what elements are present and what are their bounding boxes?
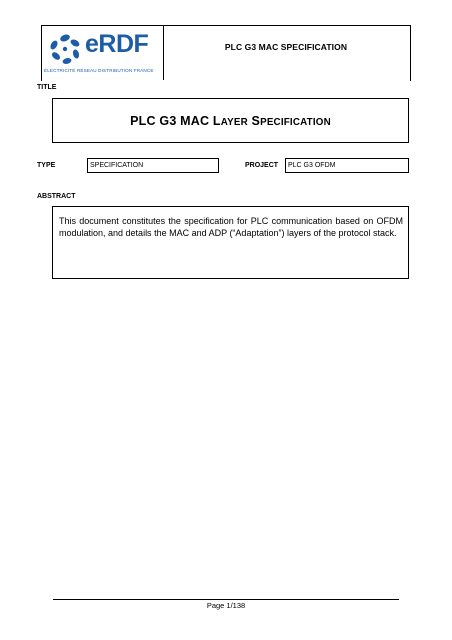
project-label: PROJECT (245, 162, 279, 169)
abstract-text: This document constitutes the specification for PLC communication based on OFDM modulation, and details the MAC and ADP (“Adaptation”) layers of the protocol stack. (52, 206, 409, 279)
document-title: PLC G3 MAC LAYER SPECIFICATION (130, 113, 331, 128)
erdf-swirl-icon (45, 30, 87, 68)
header-spec-title: PLC G3 MAC SPECIFICATION (224, 42, 348, 52)
title-box (52, 98, 409, 143)
type-value: SPECIFICATION (87, 158, 219, 173)
footer-divider (53, 599, 399, 600)
project-value: PLC G3 OFDM (285, 158, 409, 173)
page-number: Page 1/138 (206, 601, 246, 610)
title-label: TITLE (37, 84, 57, 91)
header-divider (163, 25, 164, 80)
logo-tagline: ÉLECTRICITÉ RÉSEAU DISTRIBUTION FRANCE (44, 68, 154, 73)
erdf-logo (43, 30, 161, 78)
logo-wordmark: eRDF (85, 30, 149, 58)
type-label: TYPE (37, 162, 56, 169)
abstract-label: ABSTRACT (37, 193, 76, 200)
